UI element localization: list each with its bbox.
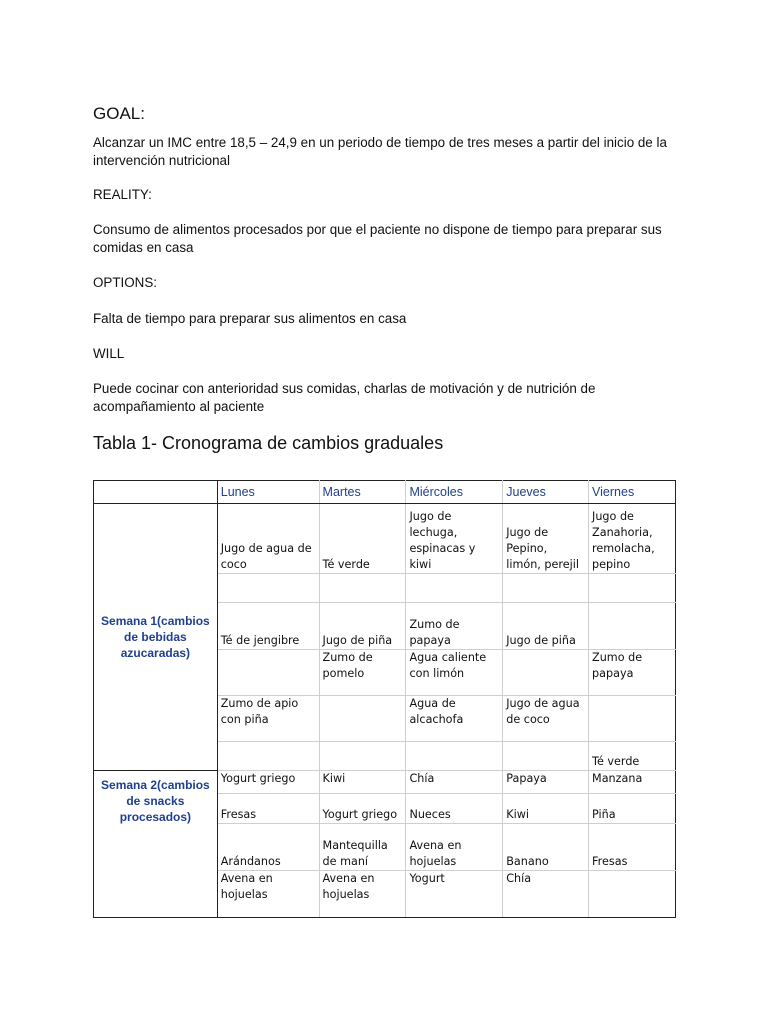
table-cell: Jugo de piña <box>319 603 406 650</box>
table-cell: Yogurt griego <box>217 771 319 794</box>
table-cell <box>589 696 676 742</box>
table-cell <box>589 574 676 603</box>
table-cell: Papaya <box>503 771 589 794</box>
table-cell: Mantequilla de maní <box>319 824 406 871</box>
table-cell: Jugo de piña <box>503 603 589 650</box>
table-cell <box>503 650 589 696</box>
day-header: Lunes <box>217 481 319 504</box>
table-cell <box>589 871 676 918</box>
table-cell: Jugo de Pepino, limón, perejil <box>503 504 589 574</box>
table-cell <box>319 696 406 742</box>
table-cell: Manzana <box>589 771 676 794</box>
options-text: Falta de tiempo para preparar sus alimentos en casa <box>93 311 407 326</box>
table-cell: Jugo de agua de coco <box>217 504 319 574</box>
goal-text: Alcanzar un IMC entre 18,5 – 24,9 en un periodo de tiempo de tres meses a partir del inicio de la intervención nutricional <box>93 135 667 168</box>
reality-text: Consumo de alimentos procesados por que el paciente no dispone de tiempo para preparar sus comidas en casa <box>93 222 662 255</box>
table-cell: Kiwi <box>503 794 589 824</box>
will-heading: WILL <box>93 346 125 361</box>
table-cell: Jugo de agua de coco <box>503 696 589 742</box>
table-cell <box>217 574 319 603</box>
table-cell: Arándanos <box>217 824 319 871</box>
table-cell: Té verde <box>589 742 676 771</box>
table-cell <box>503 742 589 771</box>
corner-cell <box>94 481 218 504</box>
table-cell: Chía <box>503 871 589 918</box>
table-cell <box>319 574 406 603</box>
options-heading: OPTIONS: <box>93 275 157 290</box>
table-cell: Té verde <box>319 504 406 574</box>
table-cell: Zumo de papaya <box>589 650 676 696</box>
table-cell <box>589 603 676 650</box>
table-cell: Agua caliente con limón <box>406 650 503 696</box>
table-cell: Zumo de pomelo <box>319 650 406 696</box>
table-cell: Piña <box>589 794 676 824</box>
table-cell <box>319 742 406 771</box>
week-label: Semana 1(cambios de bebidas azucaradas) <box>94 504 218 771</box>
table-cell <box>217 742 319 771</box>
table-cell: Té de jengibre <box>217 603 319 650</box>
goal-heading: GOAL: <box>93 104 145 123</box>
day-header: Miércoles <box>406 481 503 504</box>
table-row <box>94 504 676 574</box>
table-cell <box>406 574 503 603</box>
table-cell: Yogurt <box>406 871 503 918</box>
table-cell: Zumo de apio con piña <box>217 696 319 742</box>
table-cell: Avena en hojuelas <box>406 824 503 871</box>
table-cell: Zumo de papaya <box>406 603 503 650</box>
will-text: Puede cocinar con anterioridad sus comidas, charlas de motivación y de nutrición de acompañamiento al paciente <box>93 381 596 414</box>
table-cell: Banano <box>503 824 589 871</box>
table-cell: Avena en hojuelas <box>319 871 406 918</box>
table-cell <box>217 650 319 696</box>
table-cell: Fresas <box>217 794 319 824</box>
schedule-table <box>93 480 676 918</box>
day-header: Viernes <box>589 481 676 504</box>
table-cell: Avena en hojuelas <box>217 871 319 918</box>
table-cell <box>503 574 589 603</box>
table-cell: Jugo de Zanahoria, remolacha, pepino <box>589 504 676 574</box>
table-title: Tabla 1- Cronograma de cambios graduales <box>93 433 444 453</box>
day-header: Jueves <box>503 481 589 504</box>
table-cell <box>406 742 503 771</box>
table-cell: Fresas <box>589 824 676 871</box>
table-cell: Nueces <box>406 794 503 824</box>
day-header: Martes <box>319 481 406 504</box>
table-cell: Yogurt griego <box>319 794 406 824</box>
week-label: Semana 2(cambios de snacks procesados) <box>94 771 218 918</box>
reality-heading: REALITY: <box>93 187 152 202</box>
table-cell: Agua de alcachofa <box>406 696 503 742</box>
table-cell: Kiwi <box>319 771 406 794</box>
table-cell: Chía <box>406 771 503 794</box>
table-cell: Jugo de lechuga, espinacas y kiwi <box>406 504 503 574</box>
table-row <box>94 771 676 794</box>
table-header-row <box>94 481 676 504</box>
